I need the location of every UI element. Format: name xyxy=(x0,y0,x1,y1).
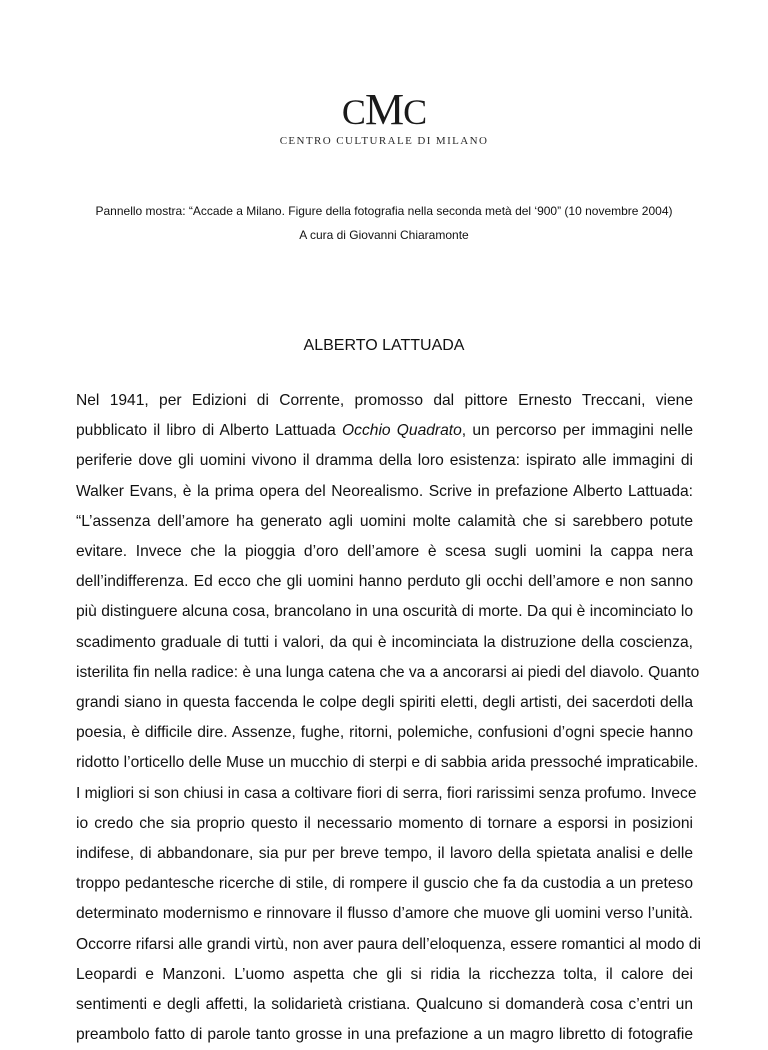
logo-letter-c2: C xyxy=(403,92,427,132)
body-line: periferie dove gli uomini vivono il dramma della loro esistenza: ispirato alle immagini di xyxy=(76,452,693,470)
logo-letter-c1: C xyxy=(341,92,365,132)
body-line: Occorre rifarsi alle grandi virtù, non aver paura dell’eloquenza, essere romantici al modo di xyxy=(76,935,701,953)
body-line: io credo che sia proprio questo il necessario momento di tornare a esporsi in posizioni xyxy=(76,814,693,832)
body-line: indifese, di abbandonare, sia pur per breve tempo, il lavoro della spietata analisi e delle xyxy=(76,845,693,863)
body-line: Nel 1941, per Edizioni di Corrente, promosso dal pittore Ernesto Treccani, viene xyxy=(76,392,693,409)
body-line: scadimento graduale di tutti i valori, da qui è incominciata la distruzione della coscienza, xyxy=(76,633,693,651)
body-line-part: , un percorso per immagini nelle xyxy=(461,422,693,440)
body-line: evitare. Invece che la pioggia d’oro dell’amore è scesa sugli uomini la cappa nera xyxy=(76,543,693,561)
body-line: isterilita fin nella radice: è una lunga catena che va a ancorarsi ai piedi del diavolo. Quanto xyxy=(76,663,700,681)
logo-mark xyxy=(0,85,768,134)
document-title: ALBERTO LATTUADA xyxy=(303,337,465,354)
body-line: preambolo fatto di parole tanto grosse in una prefazione a un magro libretto di fotografie xyxy=(76,1026,693,1044)
body-line: sentimenti e degli affetti, la solidarietà cristiana. Qualcuno si domanderà cosa c’entri un xyxy=(76,996,693,1014)
book-title: Occhio Quadrato xyxy=(342,422,462,440)
logo-subtitle: CENTRO CULTURALE DI MILANO xyxy=(279,135,489,147)
body-line-part: pubblicato il libro di Alberto Lattuada xyxy=(76,422,343,440)
body-line xyxy=(76,416,693,446)
body-line: ridotto l’orticello delle Muse un mucchio di sterpi e di sabbia arida pressoché impraticabile. xyxy=(76,754,699,772)
exhibition-caption: Pannello mostra: “Accade a Milano. Figure della fotografia nella seconda metà del ‘900” (10 novembre 2004) xyxy=(95,204,673,218)
logo-letter-m: M xyxy=(364,85,404,134)
body-line: poesia, è difficile dire. Assenze, fughe, ritorni, polemiche, confusioni d’ogni specie hanno xyxy=(76,724,693,742)
body-line: grandi siano in questa faccenda le colpe degli spiriti eletti, degli artisti, dei sacerdoti della xyxy=(76,694,693,712)
cmc-logo xyxy=(0,85,768,147)
body-line: I migliori si son chiusi in casa a coltivare fiori di serra, fiori rarissimi senza profumo. Invece xyxy=(76,784,697,802)
body-line: “L’assenza dell’amore ha generato agli uomini molte calamità che si sarebbero potute xyxy=(76,512,693,530)
body-paragraph xyxy=(76,386,701,1050)
body-line: dell’indifferenza. Ed ecco che gli uomini hanno perduto gli occhi dell’amore e non sanno xyxy=(76,573,693,591)
body-line: più distinguere alcuna cosa, brancolano in una oscurità di morte. Da qui è incominciato lo xyxy=(76,603,693,621)
body-line: Walker Evans, è la prima opera del Neorealismo. Scrive in prefazione Alberto Lattuada: xyxy=(76,482,693,500)
body-line: troppo pedantesche ricerche di stile, di rompere il guscio che fa da custodia a un preteso xyxy=(76,875,693,893)
curator-caption: A cura di Giovanni Chiaramonte xyxy=(299,228,469,242)
body-line: Leopardi e Manzoni. L’uomo aspetta che gli si ridia la ricchezza tolta, il calore dei xyxy=(76,965,693,983)
body-line: determinato modernismo e rinnovare il flusso d’amore che muove gli uomini verso l’unità. xyxy=(76,905,693,923)
